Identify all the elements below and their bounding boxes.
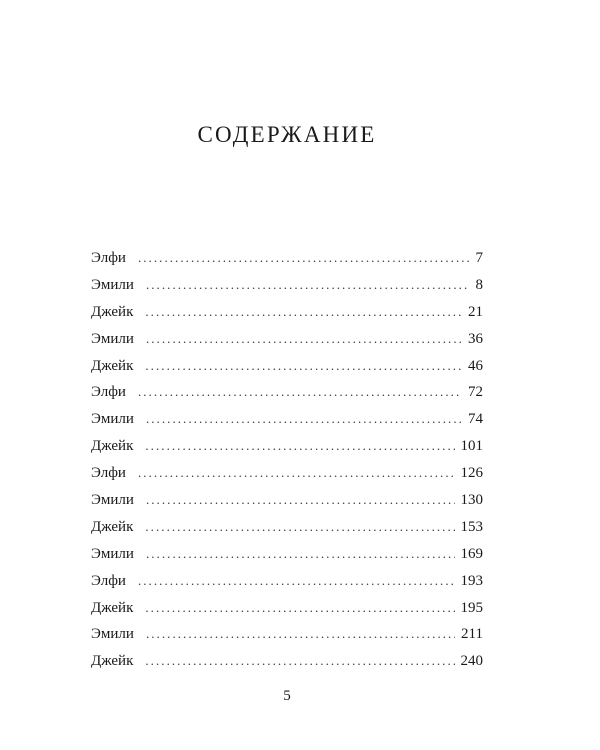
toc-entry bbox=[91, 621, 483, 648]
toc-leader-dots bbox=[138, 460, 455, 487]
toc-entry-page: 101 bbox=[460, 438, 483, 455]
toc-entry bbox=[91, 299, 483, 326]
toc-entry-name: Эмили bbox=[91, 330, 134, 347]
toc-leader-dots bbox=[145, 595, 454, 622]
toc-entry bbox=[91, 541, 483, 568]
toc-entry-name: Эмили bbox=[91, 492, 134, 509]
toc-entry bbox=[91, 460, 483, 487]
toc-entry-name: Эмили bbox=[91, 545, 134, 562]
toc-entry bbox=[91, 379, 483, 406]
toc-leader-dots bbox=[145, 353, 462, 380]
toc-entry bbox=[91, 353, 483, 380]
toc-leader-dots bbox=[145, 299, 462, 326]
toc-entry-page: 21 bbox=[468, 303, 483, 320]
toc-entry bbox=[91, 326, 483, 353]
toc-leader-dots bbox=[145, 648, 454, 675]
toc-entry-name: Джейк bbox=[91, 303, 134, 320]
toc-leader-dots bbox=[145, 433, 454, 460]
toc-entry-page: 126 bbox=[460, 465, 483, 482]
toc-entry-page: 153 bbox=[460, 518, 483, 535]
toc-entry-name: Эмили bbox=[91, 276, 134, 293]
toc-entry bbox=[91, 595, 483, 622]
toc-entry-name: Элфи bbox=[91, 572, 126, 589]
toc-leader-dots bbox=[146, 406, 462, 433]
page-title: СОДЕРЖАНИЕ bbox=[197, 122, 377, 147]
toc-leader-dots bbox=[138, 379, 462, 406]
toc-leader-dots bbox=[145, 514, 454, 541]
toc-entry-page: 169 bbox=[460, 545, 483, 562]
toc-leader-dots bbox=[146, 326, 462, 353]
toc-entry-name: Элфи bbox=[91, 250, 126, 266]
toc-entry bbox=[91, 406, 483, 433]
toc-entry bbox=[91, 514, 483, 541]
toc-entry-page: 193 bbox=[460, 572, 483, 589]
toc-leader-dots bbox=[146, 541, 455, 568]
toc-entry-name: Эмили bbox=[91, 626, 134, 643]
toc-entry bbox=[91, 245, 483, 272]
toc-entry bbox=[91, 568, 483, 595]
toc-entry-page: 46 bbox=[468, 357, 483, 374]
page-number: 5 bbox=[283, 688, 291, 704]
toc-entry-page: 240 bbox=[460, 653, 483, 670]
toc-leader-dots bbox=[146, 487, 455, 514]
table-of-contents bbox=[91, 245, 483, 675]
toc-entry-page: 74 bbox=[468, 411, 483, 428]
toc-entry-name: Элфи bbox=[91, 465, 126, 482]
toc-entry-name: Джейк bbox=[91, 518, 134, 535]
toc-entry-page: 36 bbox=[468, 330, 483, 347]
toc-entry bbox=[91, 648, 483, 675]
toc-leader-dots bbox=[146, 621, 455, 648]
toc-entry-page: 8 bbox=[475, 276, 483, 293]
toc-entry-name: Джейк bbox=[91, 599, 134, 616]
toc-entry-page: 7 bbox=[475, 250, 483, 266]
toc-entry-page: 130 bbox=[460, 492, 483, 509]
toc-entry-name: Эмили bbox=[91, 411, 134, 428]
toc-entry-name: Джейк bbox=[91, 653, 134, 670]
toc-entry bbox=[91, 487, 483, 514]
toc-entry bbox=[91, 433, 483, 460]
toc-entry-name: Элфи bbox=[91, 384, 126, 401]
toc-leader-dots bbox=[138, 568, 455, 595]
toc-leader-dots bbox=[146, 272, 470, 299]
toc-entry-page: 72 bbox=[468, 384, 483, 401]
toc-leader-dots bbox=[138, 245, 470, 272]
toc-entry-name: Джейк bbox=[91, 357, 134, 374]
toc-entry-name: Джейк bbox=[91, 438, 134, 455]
toc-entry-page: 211 bbox=[461, 626, 483, 643]
toc-entry bbox=[91, 272, 483, 299]
toc-entry-page: 195 bbox=[460, 599, 483, 616]
